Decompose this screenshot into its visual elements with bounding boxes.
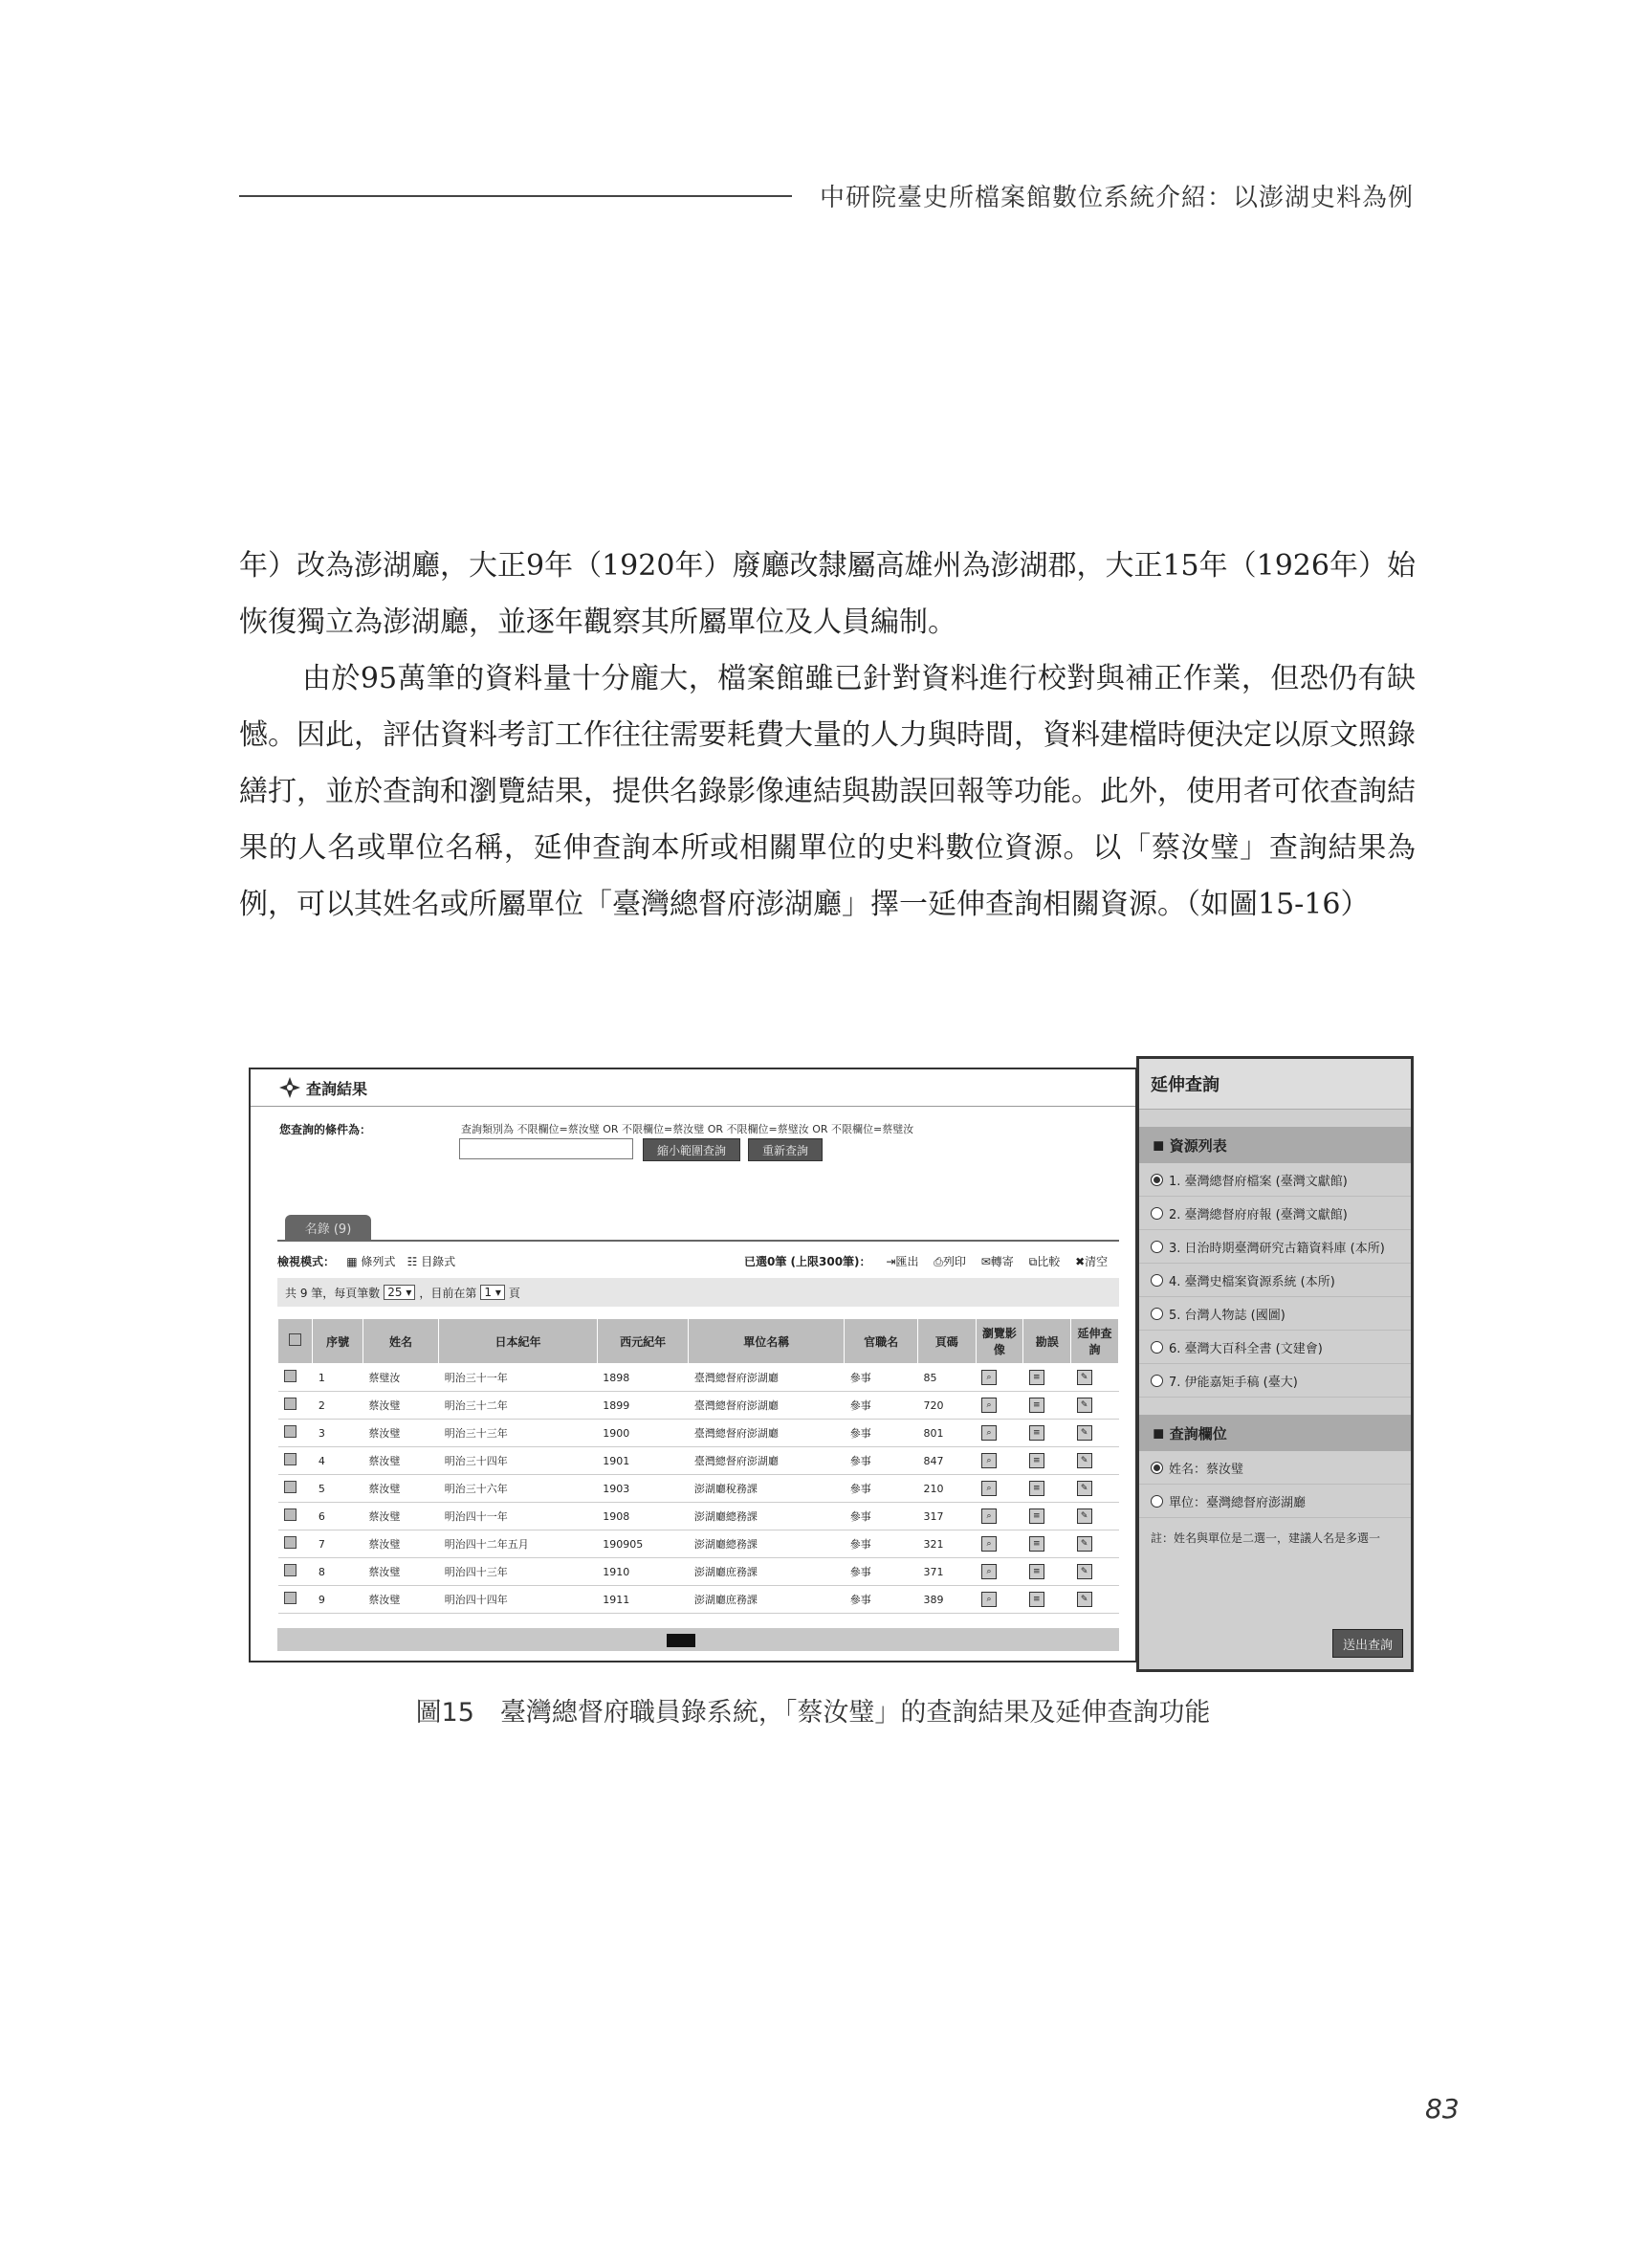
figure-15 (249, 1056, 1408, 1668)
source-option[interactable] (1139, 1197, 1411, 1230)
view-image-icon[interactable]: ⌕ (976, 1586, 1023, 1614)
table-cell: 2 (313, 1392, 363, 1420)
source-option[interactable] (1139, 1331, 1411, 1364)
table-cell: 389 (917, 1586, 976, 1614)
source-option[interactable] (1139, 1364, 1411, 1398)
row-select[interactable] (278, 1364, 313, 1392)
table-cell: 參事 (845, 1392, 918, 1420)
view-image-icon[interactable]: ⌕ (976, 1447, 1023, 1475)
row-select[interactable] (278, 1420, 313, 1447)
extend-query-icon[interactable]: ✎ (1071, 1364, 1119, 1392)
view-option-catalog[interactable]: ☷ 目錄式 (406, 1255, 456, 1268)
condition-text: 查詢類別為 不限欄位=蔡汝璧 OR 不限欄位=蔡汝璧 OR 不限欄位=蔡璧汝 OR 不限欄位=蔡璧汝 (461, 1123, 914, 1135)
row-checkbox[interactable] (284, 1453, 297, 1465)
table-cell: 801 (917, 1420, 976, 1447)
select-all-checkbox[interactable] (289, 1333, 301, 1346)
table-footer (277, 1628, 1119, 1651)
table-cell: 1900 (597, 1420, 689, 1447)
table-cell: 蔡汝璧 (363, 1530, 438, 1558)
source-label: 7. 伊能嘉矩手稿 (臺大) (1169, 1375, 1298, 1390)
source-option[interactable] (1139, 1264, 1411, 1297)
results-title: 查詢結果 (306, 1079, 368, 1098)
table-cell: 澎湖廳稅務課 (689, 1475, 845, 1503)
extend-query-icon[interactable]: ✎ (1071, 1392, 1119, 1420)
table-cell: 澎湖廳庶務課 (689, 1558, 845, 1586)
table-cell: 臺灣總督府澎湖廳 (689, 1364, 845, 1392)
table-cell: 明治四十四年 (439, 1586, 598, 1614)
page-number: 83 (1425, 2093, 1460, 2125)
table-cell: 明治四十一年 (439, 1503, 598, 1530)
compass-icon (279, 1077, 300, 1098)
table-cell: 3 (313, 1420, 363, 1447)
table-cell: 明治三十三年 (439, 1420, 598, 1447)
table-cell: 1910 (597, 1558, 689, 1586)
table-cell: 澎湖廳總務課 (689, 1503, 845, 1530)
row-select[interactable] (278, 1392, 313, 1420)
table-cell: 1901 (597, 1447, 689, 1475)
table-cell: 85 (917, 1364, 976, 1392)
page-prefix: 共 9 筆，每頁筆數 (285, 1286, 381, 1300)
table-header-row (278, 1319, 1119, 1364)
export-button[interactable]: ⇥匯出 (886, 1255, 919, 1268)
field-option-name[interactable] (1139, 1451, 1411, 1485)
header-col: 官職名 (845, 1319, 918, 1364)
results-table (277, 1318, 1119, 1614)
sources-header: ◼ 資源列表 (1139, 1127, 1411, 1163)
row-checkbox[interactable] (284, 1564, 297, 1576)
table-row (278, 1503, 1119, 1530)
radio-icon[interactable] (1151, 1207, 1163, 1220)
table-cell: 317 (917, 1503, 976, 1530)
fields-header: ◼ 查詢欄位 (1139, 1415, 1411, 1451)
fields-header-label: 查詢欄位 (1169, 1424, 1227, 1442)
body-text (239, 538, 1416, 933)
tab-rule (277, 1240, 1119, 1242)
table-cell: 明治三十一年 (439, 1364, 598, 1392)
figure-caption: 圖15 臺灣總督府職員錄系統，「蔡汝璧」的查詢結果及延伸查詢功能 (415, 1698, 1211, 1728)
table-cell: 參事 (845, 1447, 918, 1475)
table-cell: 1903 (597, 1475, 689, 1503)
extended-query-panel (1136, 1056, 1414, 1672)
sources-header-label: 資源列表 (1169, 1136, 1227, 1155)
erratum-icon[interactable]: ≡ (1023, 1364, 1071, 1392)
forward-button[interactable]: ✉轉寄 (980, 1255, 1014, 1268)
table-cell: 720 (917, 1392, 976, 1420)
source-option[interactable] (1139, 1163, 1411, 1197)
results-titlebar (251, 1069, 1135, 1107)
extend-query-icon[interactable]: ✎ (1071, 1447, 1119, 1475)
sources-list (1139, 1163, 1411, 1398)
view-option-catalog-label: 目錄式 (421, 1255, 456, 1268)
print-button[interactable]: ⎙列印 (934, 1255, 966, 1268)
header-select-all[interactable] (278, 1319, 313, 1364)
table-cell: 蔡汝璧 (363, 1420, 438, 1447)
table-cell: 明治三十四年 (439, 1447, 598, 1475)
view-image-icon[interactable]: ⌕ (976, 1558, 1023, 1586)
field-name-label: 姓名：蔡汝璧 (1169, 1462, 1244, 1477)
radio-icon[interactable] (1151, 1462, 1163, 1474)
table-cell: 6 (313, 1503, 363, 1530)
table-cell: 臺灣總督府澎湖廳 (689, 1420, 845, 1447)
table-cell: 蔡汝璧 (363, 1558, 438, 1586)
running-title: 中研院臺史所檔案館數位系統介紹：以澎湖史料為例 (819, 184, 1414, 212)
query-results-panel (249, 1068, 1137, 1662)
row-checkbox[interactable] (284, 1592, 297, 1604)
extended-query-title: 延伸查詢 (1139, 1059, 1411, 1110)
compare-label: 比較 (1037, 1255, 1061, 1268)
extend-query-icon[interactable]: ✎ (1071, 1558, 1119, 1586)
header-col: 勘誤 (1023, 1319, 1071, 1364)
table-cell: 參事 (845, 1420, 918, 1447)
table-cell: 7 (313, 1530, 363, 1558)
clear-button[interactable]: ✖清空 (1075, 1255, 1109, 1268)
header-col: 姓名 (363, 1319, 438, 1364)
source-label: 5. 台灣人物誌 (國圖) (1169, 1308, 1285, 1323)
table-cell: 臺灣總督府澎湖廳 (689, 1447, 845, 1475)
row-select[interactable] (278, 1447, 313, 1475)
field-unit-label: 單位：臺灣總督府澎湖廳 (1169, 1495, 1307, 1510)
submit-query-button[interactable]: 送出查詢 (1332, 1629, 1403, 1658)
export-label: 匯出 (895, 1255, 919, 1268)
radio-icon[interactable] (1151, 1308, 1163, 1320)
extend-query-icon[interactable]: ✎ (1071, 1475, 1119, 1503)
table-row (278, 1558, 1119, 1586)
radio-icon[interactable] (1151, 1241, 1163, 1253)
header-col: 延伸查詢 (1071, 1319, 1119, 1364)
row-select[interactable] (278, 1530, 313, 1558)
erratum-icon[interactable]: ≡ (1023, 1586, 1071, 1614)
erratum-icon[interactable]: ≡ (1023, 1475, 1071, 1503)
table-cell: 4 (313, 1447, 363, 1475)
table-row (278, 1392, 1119, 1420)
table-cell: 蔡汝璧 (363, 1392, 438, 1420)
view-mode-row (277, 1253, 1119, 1269)
table-cell: 明治三十六年 (439, 1475, 598, 1503)
view-image-icon[interactable]: ⌕ (976, 1530, 1023, 1558)
view-image-icon[interactable]: ⌕ (976, 1364, 1023, 1392)
pagination-row (277, 1278, 1119, 1307)
table-cell: 明治四十三年 (439, 1558, 598, 1586)
print-label: 列印 (942, 1255, 966, 1268)
compare-button[interactable]: ⧉比較 (1028, 1255, 1061, 1268)
reset-search-button[interactable]: 重新查詢 (748, 1138, 823, 1161)
narrow-search-button[interactable]: 縮小範圍查詢 (643, 1138, 740, 1161)
scroll-handle[interactable] (667, 1634, 695, 1647)
current-page-select[interactable]: 1 ▾ (480, 1285, 504, 1300)
source-label: 4. 臺灣史檔案資源系統 (本所) (1169, 1274, 1335, 1289)
row-select[interactable] (278, 1558, 313, 1586)
radio-icon[interactable] (1151, 1341, 1163, 1354)
paragraph-2: 由於95萬筆的資料量十分龐大，檔案館雖已針對資料進行校對與補正作業，但恐仍有缺憾。因此，評估資料考訂工作往往需要耗費大量的人力與時間，資料建檔時便決定以原文照錄繕打，並於查詢和瀏覽結果，提供名錄影像連結與勘誤回報等功能。此外，使用者可依查詢結果的人名或單位名稱，延伸查詢本所或相關單位的史料數位資源。以「蔡汝璧」查詢結果為例，可以其姓名或所屬單位「臺灣總督府澎湖廳」擇一延伸查詢相關資源。（如圖15-16） (239, 662, 1416, 921)
table-cell: 321 (917, 1530, 976, 1558)
view-image-icon[interactable]: ⌕ (976, 1475, 1023, 1503)
field-note: 註：姓名與單位是二選一，建議人名是多選一 (1151, 1531, 1381, 1545)
row-select[interactable] (278, 1586, 313, 1614)
row-checkbox[interactable] (284, 1508, 297, 1521)
row-checkbox[interactable] (284, 1481, 297, 1493)
view-option-list[interactable]: ▦ 條列式 (346, 1255, 396, 1268)
table-cell: 1899 (597, 1392, 689, 1420)
table-cell: 澎湖廳總務課 (689, 1530, 845, 1558)
table-cell: 參事 (845, 1586, 918, 1614)
row-checkbox[interactable] (284, 1370, 297, 1382)
table-cell: 參事 (845, 1530, 918, 1558)
table-row (278, 1447, 1119, 1475)
table-cell: 847 (917, 1447, 976, 1475)
table-row (278, 1420, 1119, 1447)
row-checkbox[interactable] (284, 1425, 297, 1438)
table-cell: 210 (917, 1475, 976, 1503)
page-middle: ，目前在第 (419, 1286, 477, 1300)
table-cell: 臺灣總督府澎湖廳 (689, 1392, 845, 1420)
table-cell: 參事 (845, 1503, 918, 1530)
page-size-select[interactable]: 25 ▾ (384, 1285, 415, 1300)
table-cell: 1911 (597, 1586, 689, 1614)
condition-label: 您查詢的條件為： (279, 1123, 372, 1136)
header-col: 日本紀年 (439, 1319, 598, 1364)
tab-directory[interactable]: 名錄 (9) (285, 1215, 371, 1240)
table-cell: 1 (313, 1364, 363, 1392)
erratum-icon[interactable]: ≡ (1023, 1392, 1071, 1420)
paragraph-1: 年）改為澎湖廳，大正9年（1920年）廢廳改隸屬高雄州為澎湖郡，大正15年（1926年）始恢復獨立為澎湖廳，並逐年觀察其所屬單位及人員編制。 (239, 549, 1416, 639)
source-label: 2. 臺灣總督府府報 (臺灣文獻館) (1169, 1207, 1348, 1222)
header-col: 頁碼 (917, 1319, 976, 1364)
table-cell: 澎湖廳庶務課 (689, 1586, 845, 1614)
radio-icon[interactable] (1151, 1375, 1163, 1387)
selection-actions (744, 1253, 1108, 1269)
table-cell: 參事 (845, 1475, 918, 1503)
extend-query-icon[interactable]: ✎ (1071, 1420, 1119, 1447)
table-cell: 蔡汝璧 (363, 1586, 438, 1614)
view-image-icon[interactable]: ⌕ (976, 1420, 1023, 1447)
extend-query-icon[interactable]: ✎ (1071, 1503, 1119, 1530)
table-row (278, 1475, 1119, 1503)
table-cell: 5 (313, 1475, 363, 1503)
view-mode-label (277, 1253, 455, 1269)
radio-icon[interactable] (1151, 1274, 1163, 1287)
row-checkbox[interactable] (284, 1536, 297, 1549)
page-size-value: 25 (387, 1286, 403, 1299)
table-cell: 9 (313, 1586, 363, 1614)
radio-icon[interactable] (1151, 1495, 1163, 1508)
table-cell: 190905 (597, 1530, 689, 1558)
row-checkbox[interactable] (284, 1398, 297, 1410)
table-cell: 蔡汝璧 (363, 1503, 438, 1530)
view-mode-text: 檢視模式： (277, 1255, 336, 1268)
field-option-unit[interactable] (1139, 1485, 1411, 1518)
table-cell: 8 (313, 1558, 363, 1586)
table-cell: 蔡璧汝 (363, 1364, 438, 1392)
erratum-icon[interactable]: ≡ (1023, 1447, 1071, 1475)
forward-label: 轉寄 (990, 1255, 1014, 1268)
view-image-icon[interactable]: ⌕ (976, 1392, 1023, 1420)
table-cell: 明治三十二年 (439, 1392, 598, 1420)
extend-query-icon[interactable]: ✎ (1071, 1530, 1119, 1558)
view-image-icon[interactable]: ⌕ (976, 1503, 1023, 1530)
source-label: 3. 日治時期臺灣研究古籍資料庫 (本所) (1169, 1241, 1385, 1256)
clear-label: 清空 (1085, 1255, 1109, 1268)
header-col: 瀏覽影像 (976, 1319, 1023, 1364)
table-row (278, 1586, 1119, 1614)
source-label: 6. 臺灣大百科全書 (文建會) (1169, 1341, 1323, 1356)
source-option[interactable] (1139, 1230, 1411, 1264)
selected-count: 已選0筆 (上限300筆)： (744, 1255, 871, 1268)
table-row (278, 1364, 1119, 1392)
table-row (278, 1530, 1119, 1558)
table-cell: 明治四十二年五月 (439, 1530, 598, 1558)
header-col: 序號 (313, 1319, 363, 1364)
source-option[interactable] (1139, 1297, 1411, 1331)
table-cell: 1908 (597, 1503, 689, 1530)
table-cell: 371 (917, 1558, 976, 1586)
erratum-icon[interactable]: ≡ (1023, 1420, 1071, 1447)
table-cell: 蔡汝璧 (363, 1475, 438, 1503)
header-rule (239, 195, 792, 197)
table-cell: 蔡汝璧 (363, 1447, 438, 1475)
view-option-list-label: 條列式 (361, 1255, 396, 1268)
page-suffix: 頁 (508, 1286, 520, 1300)
current-page-value: 1 (484, 1286, 493, 1299)
header-col: 單位名稱 (689, 1319, 845, 1364)
table-cell: 參事 (845, 1558, 918, 1586)
erratum-icon[interactable]: ≡ (1023, 1558, 1071, 1586)
table-cell: 參事 (845, 1364, 918, 1392)
table-cell: 1898 (597, 1364, 689, 1392)
radio-icon[interactable] (1151, 1174, 1163, 1186)
row-select[interactable] (278, 1503, 313, 1530)
source-label: 1. 臺灣總督府檔案 (臺灣文獻館) (1169, 1174, 1348, 1189)
row-select[interactable] (278, 1475, 313, 1503)
header-col: 西元紀年 (597, 1319, 689, 1364)
extend-query-icon[interactable]: ✎ (1071, 1586, 1119, 1614)
erratum-icon[interactable]: ≡ (1023, 1530, 1071, 1558)
erratum-icon[interactable]: ≡ (1023, 1503, 1071, 1530)
narrow-search-input[interactable] (459, 1138, 633, 1159)
